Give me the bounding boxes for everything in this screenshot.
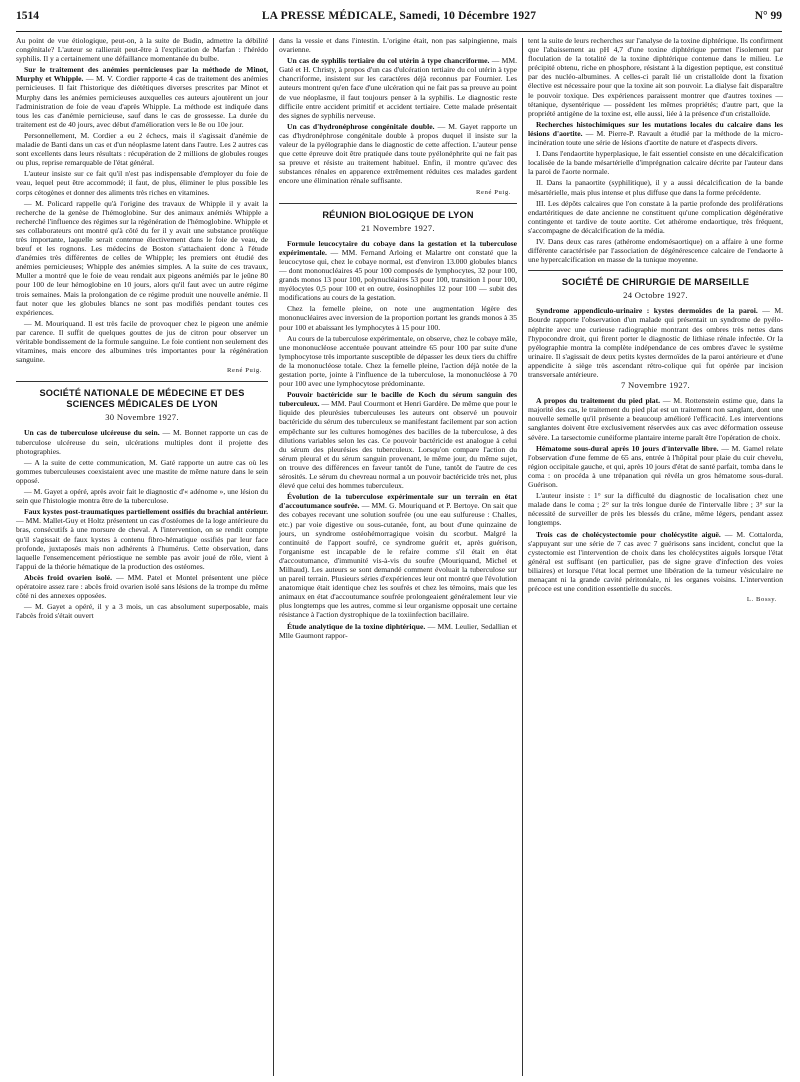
article: Évolution de la tuberculose expérimentale sur un terrain en état d'accoutumance soufrée. — MM. G. Mouriquand et P. Bertoye. On sait que des cobayes recevant une solution soufrée (ou une eau sulfureuse : Challes, etc.) par voie digestive ou sous-cutanée, font, au bout d'une quinzaine de jours, un syndrome ostéohémorragique voisin du scorbut. Malgré la continuité de l'apport soufré, ce syndrome guérit et, après guérison, l'organisme est incapable de le refaire comme s'il était en état d'accoutumance, d'immunité vis-à-vis du soufre (Mouriquand, Michel et Milhaud). Les auteurs se sont demandé comment évoluait la tuberculose sur un pareil terrain. Plusieurs séries d'expériences leur ont montré que l'évolution anatomique était identique chez les soufrés et chez les témoins, mais que les animaux en état d'accoutumance soufrée prolongeaient généralement leur vie plus longtemps que les autres, comme si leur organisme opposait une certaine résistance à l'action dystrophique de la toxiinfection bacillaire. [279,492,517,620]
signature: René Puig. [476,188,511,196]
paragraph: — M. Gayet a opéré, il y a 3 mois, un cas absolument superposable, mais l'abcès froid s'était ouvert [16,602,268,621]
article-title: Recherches histochimiques sur les mutations locales du calcaire dans les lésions d'aortite. [528,119,783,138]
paragraph: — M. Mouriquand. Il est très facile de provoquer chez le pigeon une anémie par carence. Il suffit de quelques gouttes de jus de citron pour observer un véritable bondissement de la formule sanguine. Le foie contient non seulement des vitamines, mais encore des albumines très importantes pour la régénération sanguine. [16,318,268,365]
article: Un cas d'hydronéphrose congénitale double. — M. Gayet rapporte un cas d'hydronéphrose congénitale double à propos duquel il insiste sur la valeur de la pyélographie dans le diagnostic de cette affection. L'auteur pense que cette épreuve doit être pratiquée dans toute pyélonéphrite qui ne fait pas sa preuve et résiste au traitement habituel. Enfin, il montre qu'avec des substances rénales en apparence extrêmement réduites ces malades gardent encore une élimination rénale suffisante. [279,121,517,186]
section-divider [16,381,268,382]
section-date: 21 Novembre 1927. [361,222,435,233]
signature: L. Bossy. [746,596,777,604]
article: Un cas de syphilis tertiaire du col utérin à type chancriforme. — MM. Gaté et H. Christy, à propos d'un cas d'ulcération tertiaire du col utérin à type chancriforme, insistent sur les caractères déjà reconnus par Fournier. Les auteurs montrent qu'en face d'une ulcération qui ne fait pas sa preuve au point de vue néoplasme, il faut toujours penser à la syphilis. Le diagnostic reste difficile entre accident primitif et accident tertiaire. Cette malade présentait des signes de syphilis nerveuse. [279,56,517,120]
article-title: Un cas de tuberculose ulcéreuse du sein. [24,428,160,438]
article-title: Abcès froid ovarien isolé. [24,572,113,582]
column-2 [279,36,517,1078]
article-title: Pouvoir bactéricide sur le bacille de Koch du sérum sanguin des tuberculeux. [279,390,517,409]
paragraph: Au point de vue étiologique, peut-on, à la suite de Budin, admettre la débilité congénitale? L'auteur se rallierait peut-être à l'explication de Marfan : l'hérédo syphilis. Il y a certainement une défaillance momentanée du bulbe. [16,36,268,64]
signature: René Puig. [227,367,262,375]
paragraph: dans la vessie et dans l'intestin. L'origine était, non pas salpingienne, mais ovarienne. [279,36,517,55]
article-title: Sur le traitement des anémies pernicieuses par la méthode de Minot, Murphy et Whipple. [16,65,268,84]
article-title: Faux kystes post-traumatiques partiellement ossifiés du brachial antérieur. [24,507,268,517]
article: Abcès froid ovarien isolé. — MM. Patel et Montel présentent une pièce opératoire assez rare : abcès froid ovarien isolé sans lésions de la trompe du même côté ni des annexes opposées. [16,572,268,601]
section-divider [528,270,783,271]
issue-number: N° 99 [754,10,782,22]
column-divider [273,38,274,1076]
article-title: Hématome sous-dural après 10 jours d'intervalle libre. [536,443,719,453]
article-title: Évolution de la tuberculose expérimentale sur un terrain en état d'accoutumance soufrée. [279,492,517,511]
article-title: Un cas d'hydronéphrose congénitale double. [287,121,435,131]
article: Trois cas de cholécystectomie pour cholécystite aiguë. — M. Cottalorda, s'appuyant sur une série de 7 cas avec 7 guérisons sans incident, conclut que la cystectomie est l'intervention de choix dans les cholécystites aiguës lorsque l'état général est suffisant (en particulier, pas de signe grave d'infection des voies biliaires) et lorsque l'état local permet une libération de la tumeur vésiculaire ne menaçant ni la grande cavité péritonéale, ni les organes voisins. L'intervention précoce est une condition essentielle du succès. [528,529,783,594]
article: Sur le traitement des anémies pernicieuses par la méthode de Minot, Murphy et Whipple. — M. V. Cordier rapporte 4 cas de traitement des anémies pernicieuses. Il fait l'historique des diététiques diverses prescrites par Minot et Murphy dans les anémies pernicieuses auxquelles ces auteurs ajoutèrent un jour l'administration de foie de veau d'après Whipple. La méthode est indiquée dans tous les cas d'anémie pernicieuse, sauf dans le cas de grossesse. La durée du traitement est de 40 jours, avec début d'amélioration vers le 8e ou 10e jour. [16,65,268,129]
list-item: IV. Dans deux cas rares (athérome endomésaortique) on a affaire à une forme différente caractérisée par l'association de dégénérescence calcaire de l'endaorte à une hypercalcification en masse de la tunique moyenne. [528,236,783,265]
article: Faux kystes post-traumatiques partiellement ossifiés du brachial antérieur. — MM. Mallet-Guy et Holtz présentent un cas d'ostéomes de la loge antérieure du bras, consécutifs à une morsure de cheval. A l'intervention, on se rendit compte qu'il s'agissait de faux kystes à contenu fibro-hématique ossifiés par leur face profonde, juxtaposés mais non adhérents à l'humérus. Cette observation, dans laquelle l'ensemencement périostique ne semble pas avoir joué de rôle, vient à l'appui de la théorie hématique de la production des ostéomes. [16,507,268,571]
section-date: 30 Novembre 1927. [105,412,179,423]
section-heading: SOCIÉTÉ NATIONALE DE MÉDECINE ET DES SCIENCES MÉDICALES DE LYON [39,388,245,410]
paragraph: L'auteur insiste sur ce fait qu'il n'est pas indispensable d'employer du foie de veau, lequel peut être accommodé; il faut, de plus, éliminer le plus possible les corps cétogènes et donner des aliments très riches en vitamines. [16,169,268,197]
column-divider [522,38,523,1076]
article: Un cas de tuberculose ulcéreuse du sein. — M. Bonnet rapporte un cas de tuberculose ulcéreuse du sein, ulcérations multiples dont il projette des photographies. [16,428,268,456]
paragraph: L'auteur insiste : 1° sur la difficulté du diagnostic de localisation chez une malade dans le coma ; 2° sur la très longue durée de l'intervalle libre ; 3° sur la nécessité de surveiller de près les blessés du crâne, même légers, pendant assez longtemps. [528,491,783,528]
header-rule [16,31,782,32]
paragraph: tent la suite de leurs recherches sur l'analyse de la toxine diphtérique. Ils confirment que l'abaissement au pH 4,7 d'une toxine diphtérique permet l'isolement par floculation de la totalité de la toxine diphtérique contenue dans le milieu. Le précipité obtenu, riche en phosphore, résistant à la digestion peptique, est constitué par des nucléo-albumines. A celles-ci paraît lié un cristalloïde dont la fixation élective est nécessaire pour que la toxine ait son pouvoir. La dialyse fait disparaître le pouvoir toxique. Des expériences paraissent montrer que d'autres toxines — tétanique, dysentérique — possèdent les mêmes propriétés; d'autre part, que la propriété antigène de la toxine est, elle aussi, liée à la présence d'un cristalloïde. [528,36,783,118]
page-number: 1514 [16,10,39,22]
column-1 [16,36,268,1078]
article: Hématome sous-dural après 10 jours d'intervalle libre. — M. Gamel relate l'observation d'une femme de 65 ans, entrée à l'hôpital pour plaie du cuir chevelu, région occipitale gauche, et qui, après 10 jours d'état de santé parfait, tomba dans le coma : on procéda à une trépanation qui révéla un gros hématome sous-dural. Guérison. [528,443,783,490]
section-heading: SOCIÉTÉ DE CHIRURGIE DE MARSEILLE [561,277,750,288]
article-title: A propos du traitement du pied plat. [536,396,661,406]
article-title: Un cas de syphilis tertiaire du col utérin à type chancriforme. [287,56,490,66]
article: Étude analytique de la toxine diphtérique. — MM. Leulier, Sedallian et Mlle Gaumont rappor- [279,621,517,640]
article: Recherches histochimiques sur les mutations locales du calcaire dans les lésions d'aortite. — M. Pierre-P. Ravault a étudié par la méthode de la micro-incinération toute une série de lésions d'aortite de nature et d'aspects divers. [528,119,783,148]
journal-title: LA PRESSE MÉDICALE, Samedi, 10 Décembre 1927 [261,10,537,22]
paragraph: — A la suite de cette communication, M. Gaté rapporte un autre cas où les gommes tuberculeuses coexistaient avec une mastite de même nature dans le sein opposé. [16,457,268,485]
paragraph: — M. Gayet a opéré, après avoir fait le diagnostic d'« adénome », une lésion du sein que l'histologie montra être de la tuberculose. [16,487,268,506]
paragraph: — M. Policard rappelle qu'à l'origine des travaux de Whipple il y avait la recherche de la genèse de l'hémoglobine. Sur des animaux anémiés Whipple a recherché l'influence des régimes sur la régénération de l'hémoglobine. Whipple et ses collaborateurs ont montré qu'à côté du fer il y avait une substance protéique très importante, laquelle serait contenue électivement dans le foie de veau, de bœuf et les rognons. Les médecins de Boston s'attachaient donc à l'étude d'anémies très différentes de celles de Whipple; les premiers ont étudié des anémies pernicieuses; Whipple des anémies simples. A la suite de ces travaux, Muller a montré que le foie de veau rendait aux pigeons anémiés par le jeûne 80 pour 100 de leur hémoglobine en 10 jours, alors qu'il faut avec un autre régime trois semaines. Mais la prolongation de ce régime produit une nouvelle anémie. Il faut noter que les globules blancs ne sont pas modifiés pendant toutes ces expériences. [16,198,268,317]
list-item: I. Dans l'endaortite hyperplasique, le fait essentiel consiste en une décalcification localisée de la bande mésartérielle d'imprégnation calcaire décrite par l'auteur dans la paroi de l'aorte normale. [528,149,783,177]
article: Formule leucocytaire du cobaye dans la gestation et la tuberculose expérimentale. — MM. Fernand Arloing et Malartre ont constaté que la leucocytose qui, chez le cobaye normal, est d'environ 13.000 globules blancs — dont mononucléaires 45 pour 100 composés de lymphocytes, 32 pour 100, grands monos 13 pour 100, polynucléaires 53 pour 100, transition 1 pour 100, myélocytes 0,5 pour 100 et en outre, éosinophiles 12 pour 100 — subit des modifications au cours de la gestation. [279,238,517,303]
column-3 [528,36,783,1078]
list-item: II. Dans la panaortite (syphilitique), il y a aussi décalcification de la bande mésartérielle, mais plus intense et plus diffuse que dans la forme précédente. [528,178,783,197]
article: A propos du traitement du pied plat. — M. Rottenstein estime que, dans la majorité des cas, le traitement du pied plat est un traitement non sanglant, dont une nouvelle semelle qu'il présente a beaucoup amélioré l'efficacité. Les interventions sanglantes doivent être exclusivement réservées aux cas avec déformation osseuse sévère. La tarsectomie cunéiforme plantaire interne paraît être l'opération de choix. [528,396,783,442]
section-date: 7 Novembre 1927. [620,380,690,391]
list-item: III. Les dépôts calcaires que l'on constate à la partie profonde des proliférations endartéritiques de date ancienne ne constituent qu'une complication dégénérative contingente et tardive de toute aortite. Cet athérome endaortique, très fréquent, s'accompagne de décalcification de la média. [528,198,783,235]
section-divider [279,203,517,204]
article-title: Syndrome appendiculo-urinaire : kystes dermoïdes de la paroi. [536,306,758,316]
article-title: Trois cas de cholécystectomie pour cholécystite aiguë. [536,529,721,539]
article: Pouvoir bactéricide sur le bacille de Koch du sérum sanguin des tuberculeux. — MM. Paul Courmont et Henri Gardère. De même que pour le liquide des pleurésies tuberculeuses les auteurs ont observé un pouvoir bactéricide du sérum des tuberculeux se manifestant facilement par son action empêchante sur les cultures homogènes des bacilles de la tuberculose, à des dilutions variables selon les cas. Ce pouvoir bactéricide est analogue à celui du sérum des pleurésies des tuberculeux. Lorsqu'on compare l'action du sérum pleural et du sérum sanguin provenant, le même jour, du même sujet, on trouve des différences en faveur tantôt de l'une, tantôt de l'autre de ces sérosités. Le sérum du chevreau normal a un pouvoir bactéricide très net, plus élevé que celui des hommes tuberculeux. [279,390,517,491]
section-date: 24 Octobre 1927. [623,290,688,301]
page-header [16,6,782,30]
paragraph: Chez la femelle pleine, on note une augmentation légère des mononucléaires avec inversion de la proportion portant les grands monos à 35 pour 100 et abaissant les lymphocytes à 15 pour 100. [279,304,517,332]
paragraph: Personnellement, M. Cordier a eu 2 échecs, mais il s'agissait d'anémie de maladie de Banti dans un cas et d'un néoplasme latent dans l'autre. Les 2 autres cas sont excellents dans leurs résultats : récupération de 2 millions de globules rouges ou plus, reprise remarquable de l'état général. [16,130,268,168]
article: Syndrome appendiculo-urinaire : kystes dermoïdes de la paroi. — M. Bourde rapporte l'observation d'un malade qui présentait un syndrome de pyélo-néphrite avec une curieuse radiographie montrant des ombres très nettes dans l'hypocondre droit, qui firent porter le diagnostic de lithiase rénale infectée. Or la pyélographie montra la complète indépendance de ces ombres d'avec le système urinaire. Il s'agissait de deux petits kystes dermoïdes de la paroi antérieure et d'une appendicite à siège très ascendant rétro-colique qui fut opérée par incision transversale antérieure. [528,306,783,379]
article-title: Étude analytique de la toxine diphtérique. [287,621,426,631]
section-heading: RÉUNION BIOLOGIQUE DE LYON [322,209,474,220]
paragraph: Au cours de la tuberculose expérimentale, on observe, chez le cobaye mâle, une mononucléose accentuée pouvant atteindre 65 pour 100 par suite d'une lymphocytose très importante susceptible de dépasser les deux tiers du chiffre de la mononucléose totale. Chez la femelle pleine, l'action déjà notée de la gestation porte, jointe à l'influence de la tuberculose, la mononucléose à 70 pour 100 avec une lymphocytose prédominante. [279,333,517,389]
article-title: Formule leucocytaire du cobaye dans la gestation et la tuberculose expérimentale. [279,238,517,257]
